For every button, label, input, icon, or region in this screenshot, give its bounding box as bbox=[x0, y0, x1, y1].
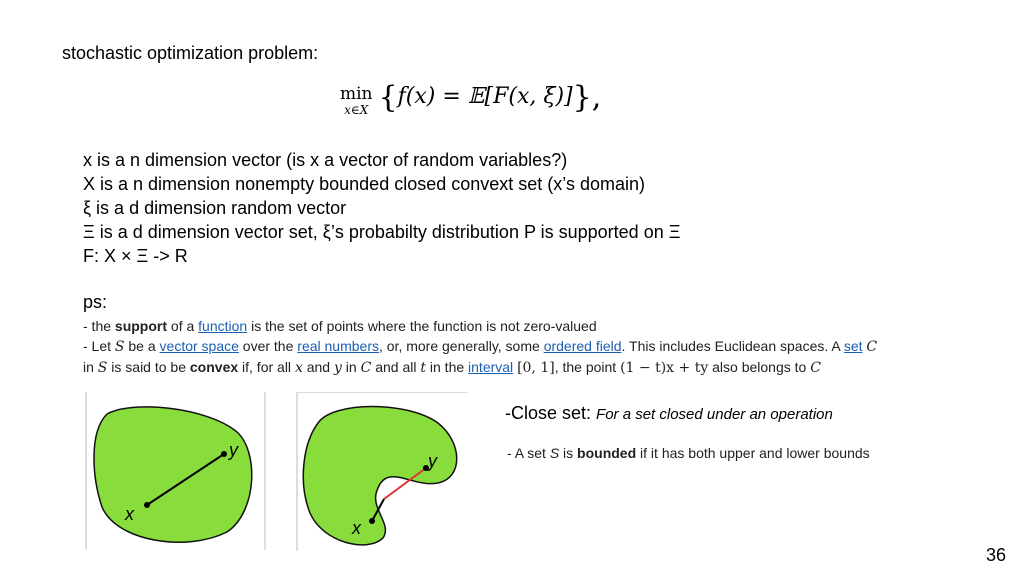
definition-line: Ξ is a d dimension vector set, ξ’s probabilty distribution P is supported on Ξ bbox=[83, 222, 681, 242]
text: also belongs to bbox=[708, 359, 811, 375]
text: in bbox=[341, 359, 361, 375]
notes-block bbox=[83, 316, 877, 378]
nonconvex-shape bbox=[303, 407, 456, 545]
bounded-note bbox=[507, 445, 870, 461]
text: over the bbox=[238, 338, 298, 354]
real-numbers-link[interactable]: real numbers bbox=[297, 338, 379, 354]
label-y: y bbox=[229, 440, 238, 460]
point-x bbox=[144, 502, 150, 508]
math-var: y bbox=[333, 360, 342, 376]
label-x: x bbox=[125, 504, 134, 524]
interval-value: [0, 1] bbox=[517, 360, 555, 376]
point-expression: (1 − t)x + ty bbox=[620, 360, 709, 376]
open-brace: { bbox=[378, 80, 398, 115]
close-set-definition: For a set closed under an operation bbox=[596, 406, 833, 423]
point-x bbox=[369, 518, 375, 524]
optimization-formula bbox=[340, 80, 601, 118]
set-link[interactable]: set bbox=[843, 338, 863, 354]
text: , or, more generally, some bbox=[378, 338, 544, 354]
vector-space-link[interactable]: vector space bbox=[159, 338, 239, 354]
text: and all bbox=[371, 359, 421, 375]
function-link[interactable]: function bbox=[198, 318, 248, 334]
math-var: S bbox=[549, 445, 560, 461]
math-var: C bbox=[866, 339, 878, 355]
math-var: S bbox=[97, 360, 108, 376]
text: - the bbox=[83, 318, 115, 334]
close-set-label: -Close set: bbox=[505, 403, 597, 423]
ps-label: ps: bbox=[83, 292, 108, 312]
math-var: S bbox=[114, 339, 125, 355]
text: . This includes Euclidean spaces. A bbox=[621, 338, 844, 354]
text: is said to be bbox=[107, 359, 190, 375]
text: in bbox=[83, 359, 98, 375]
text: of a bbox=[167, 318, 199, 334]
text: is the set of points where the function is not zero-valued bbox=[247, 318, 597, 334]
definition-line: ξ is a d dimension random vector bbox=[83, 198, 347, 218]
definitions-list bbox=[83, 148, 680, 268]
math-var: C bbox=[810, 360, 821, 376]
min-text: min bbox=[340, 84, 373, 104]
definition-line: F: X × Ξ -> R bbox=[83, 246, 188, 266]
math-var: x bbox=[294, 360, 303, 376]
slide-title: stochastic optimization problem: bbox=[62, 43, 319, 63]
close-brace: }, bbox=[572, 80, 602, 115]
math-var: C bbox=[360, 360, 372, 376]
text: in the bbox=[426, 359, 469, 375]
min-subscript: x∈X bbox=[344, 103, 369, 117]
convex-term: convex bbox=[189, 359, 239, 375]
convex-set-illustration bbox=[87, 392, 264, 550]
formula-body: f(x) = 𝔼[F(x, ξ)] bbox=[397, 84, 573, 109]
min-operator bbox=[340, 86, 373, 118]
label-x: x bbox=[352, 518, 361, 538]
support-term: support bbox=[114, 318, 168, 334]
convex-shape bbox=[94, 407, 252, 542]
label-y: y bbox=[428, 451, 437, 471]
math-var: t bbox=[420, 360, 426, 376]
ordered-field-link[interactable]: ordered field bbox=[543, 338, 622, 354]
convex-note-line2 bbox=[83, 357, 877, 378]
convex-set-figure bbox=[85, 392, 266, 550]
text: is bbox=[559, 445, 578, 461]
point-y bbox=[221, 451, 227, 457]
text: if, for all bbox=[238, 359, 295, 375]
interval-link[interactable]: interval bbox=[468, 359, 514, 375]
nonconvex-set-illustration bbox=[298, 393, 468, 551]
text: , the point bbox=[554, 359, 621, 375]
definition-line: x is a n dimension vector (is x a vector of random variables?) bbox=[83, 150, 568, 170]
text: if it has both upper and lower bounds bbox=[636, 445, 870, 461]
nonconvex-set-figure bbox=[296, 392, 468, 551]
text: be a bbox=[124, 338, 160, 354]
convex-note-line1 bbox=[83, 336, 877, 357]
text: and bbox=[302, 359, 334, 375]
text: - A set bbox=[507, 445, 550, 461]
bounded-term: bounded bbox=[577, 445, 637, 461]
support-note bbox=[83, 316, 877, 336]
text: - Let bbox=[83, 338, 115, 354]
definition-line: X is a n dimension nonempty bounded closed convext set (x’s domain) bbox=[83, 174, 645, 194]
page-number: 36 bbox=[986, 545, 1007, 565]
close-set-note bbox=[505, 403, 833, 424]
